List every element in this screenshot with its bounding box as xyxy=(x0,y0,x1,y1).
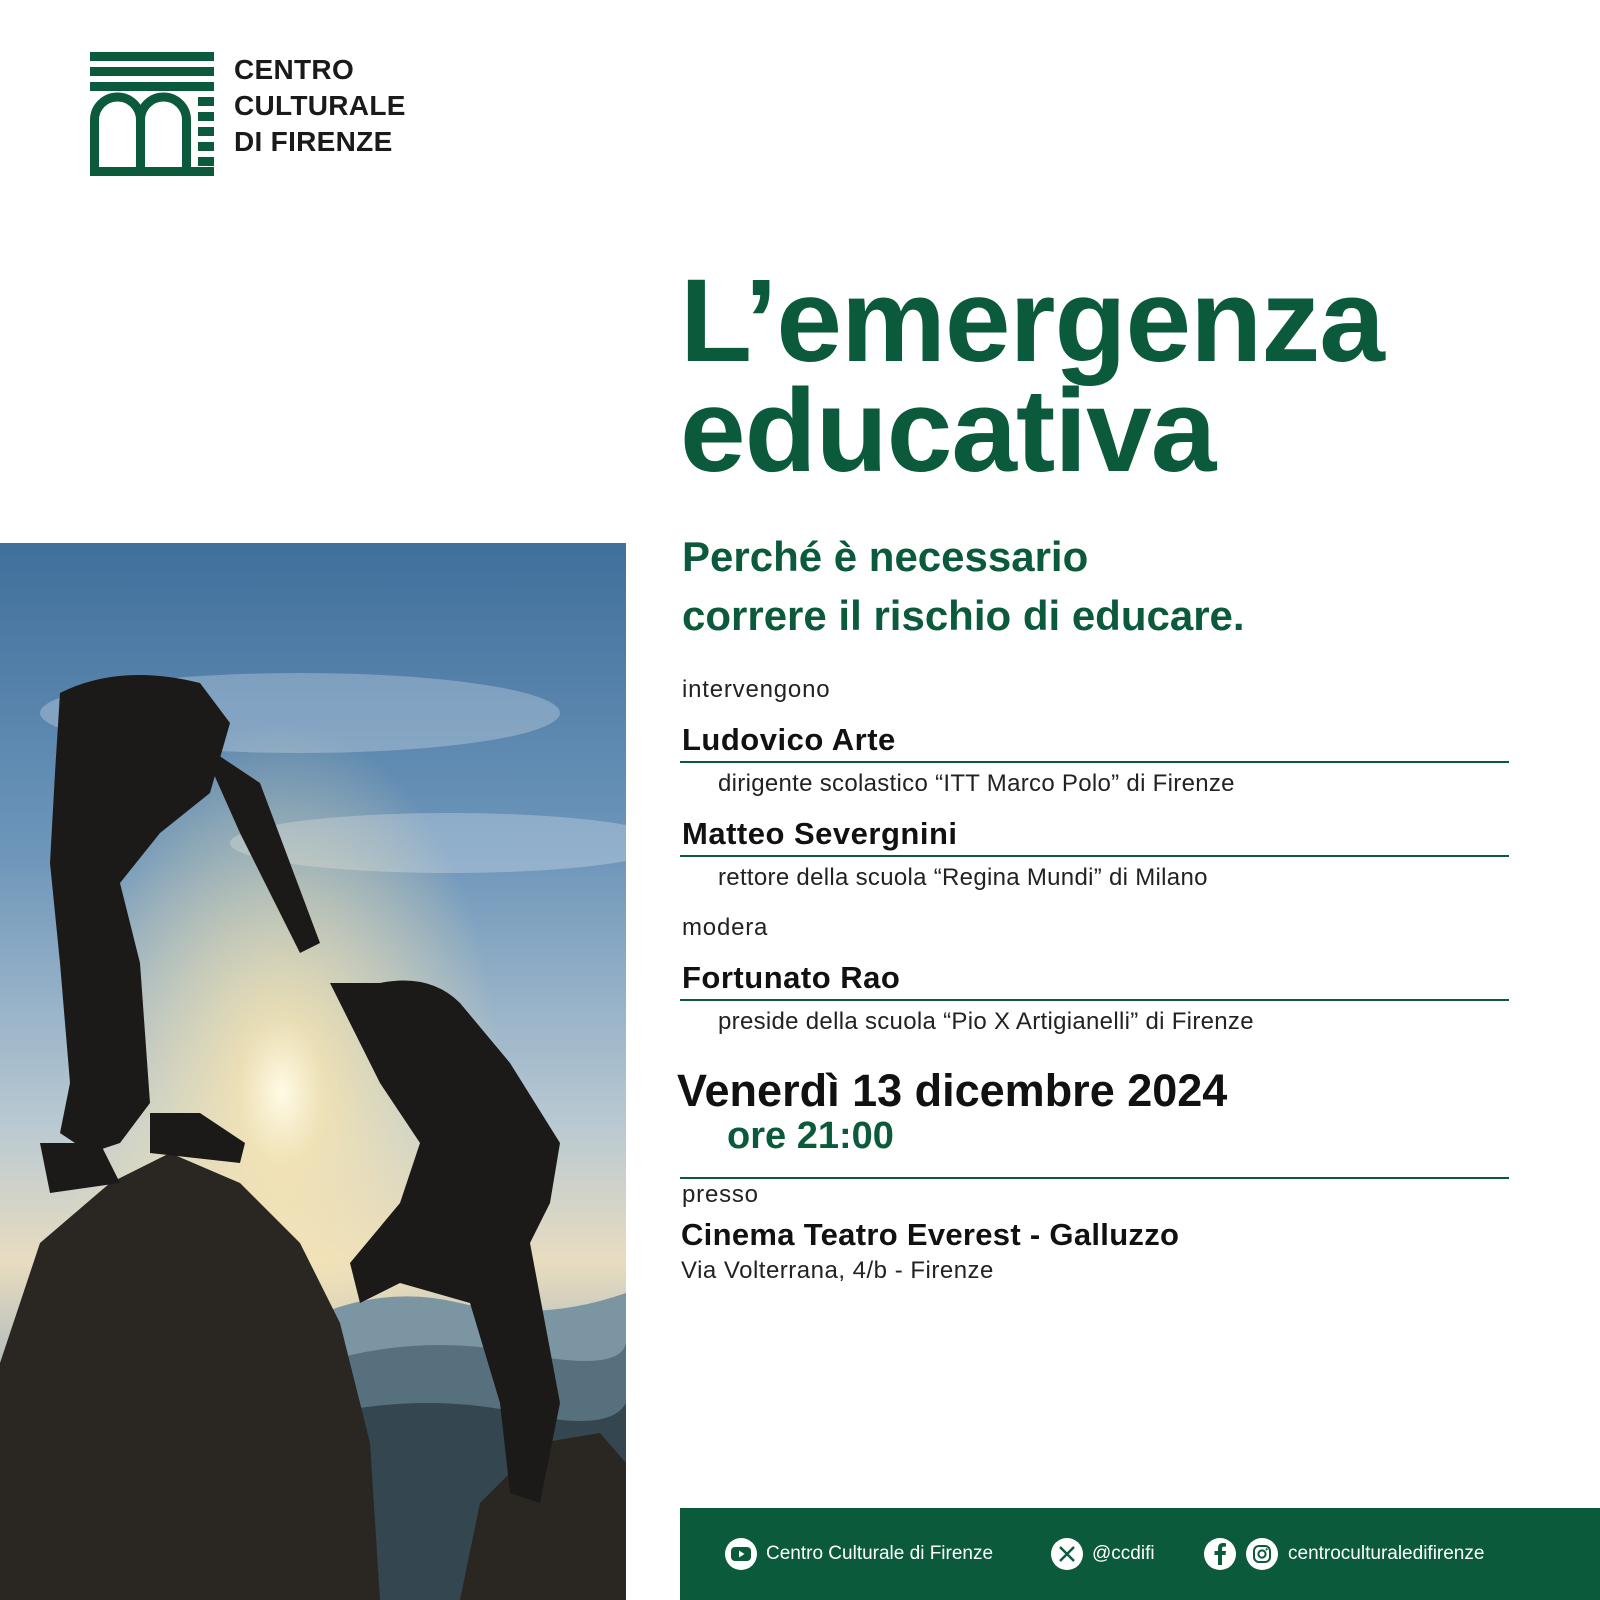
event-subtitle-line-2: correre il rischio di educare. xyxy=(682,592,1245,639)
speaker-1-role: dirigente scolastico “ITT Marco Polo” di Firenze xyxy=(718,770,1235,797)
youtube-label: Centro Culturale di Firenze xyxy=(766,1543,994,1564)
brand-name-line-1: CENTRO xyxy=(234,54,355,85)
social-footer xyxy=(680,1508,1600,1600)
brand-name-line-2: CULTURALE xyxy=(234,90,406,121)
speaker-1-divider xyxy=(680,761,1509,763)
event-title-line-2: educativa xyxy=(680,365,1216,497)
x-label: @ccdifi xyxy=(1092,1543,1155,1564)
event-date: Venerdì 13 dicembre 2024 xyxy=(677,1065,1228,1116)
instagram-icon xyxy=(1246,1538,1278,1570)
brand-name xyxy=(234,52,406,160)
moderator-label: modera xyxy=(682,914,769,941)
facebook-link[interactable] xyxy=(1204,1538,1246,1570)
venue-label: presso xyxy=(682,1181,759,1208)
event-subtitle-line-1: Perché è necessario xyxy=(682,533,1089,580)
instagram-link[interactable] xyxy=(1246,1538,1484,1570)
brand-name-line-3: DI FIRENZE xyxy=(234,126,393,157)
speaker-2-divider xyxy=(680,855,1509,857)
moderator-name: Fortunato Rao xyxy=(682,960,901,995)
moderator-divider xyxy=(680,999,1509,1001)
speaker-1-name: Ludovico Arte xyxy=(682,722,896,757)
moderator-role: preside della scuola “Pio X Artigianelli” di Firenze xyxy=(718,1008,1254,1035)
arches-logo-icon xyxy=(90,52,214,176)
venue-address: Via Volterrana, 4/b - Firenze xyxy=(681,1257,994,1284)
instagram-label: centroculturaledifirenze xyxy=(1288,1543,1485,1564)
climbers-photo xyxy=(0,543,626,1600)
date-divider xyxy=(680,1177,1509,1179)
speaker-2-name: Matteo Severgnini xyxy=(682,816,958,851)
event-title xyxy=(680,255,1580,497)
event-subtitle xyxy=(682,527,1245,645)
brand-logo xyxy=(90,52,430,177)
event-title-line-1: L’emergenza xyxy=(680,255,1384,387)
x-link[interactable] xyxy=(1051,1538,1155,1570)
youtube-link[interactable] xyxy=(725,1538,993,1570)
speaker-2-role: rettore della scuola “Regina Mundi” di Milano xyxy=(718,864,1208,891)
facebook-icon xyxy=(1204,1538,1236,1570)
venue-name: Cinema Teatro Everest - Galluzzo xyxy=(681,1217,1180,1252)
speakers-label: intervengono xyxy=(682,676,831,703)
youtube-icon xyxy=(725,1538,757,1570)
x-icon xyxy=(1051,1538,1083,1570)
event-time: ore 21:00 xyxy=(727,1115,894,1157)
